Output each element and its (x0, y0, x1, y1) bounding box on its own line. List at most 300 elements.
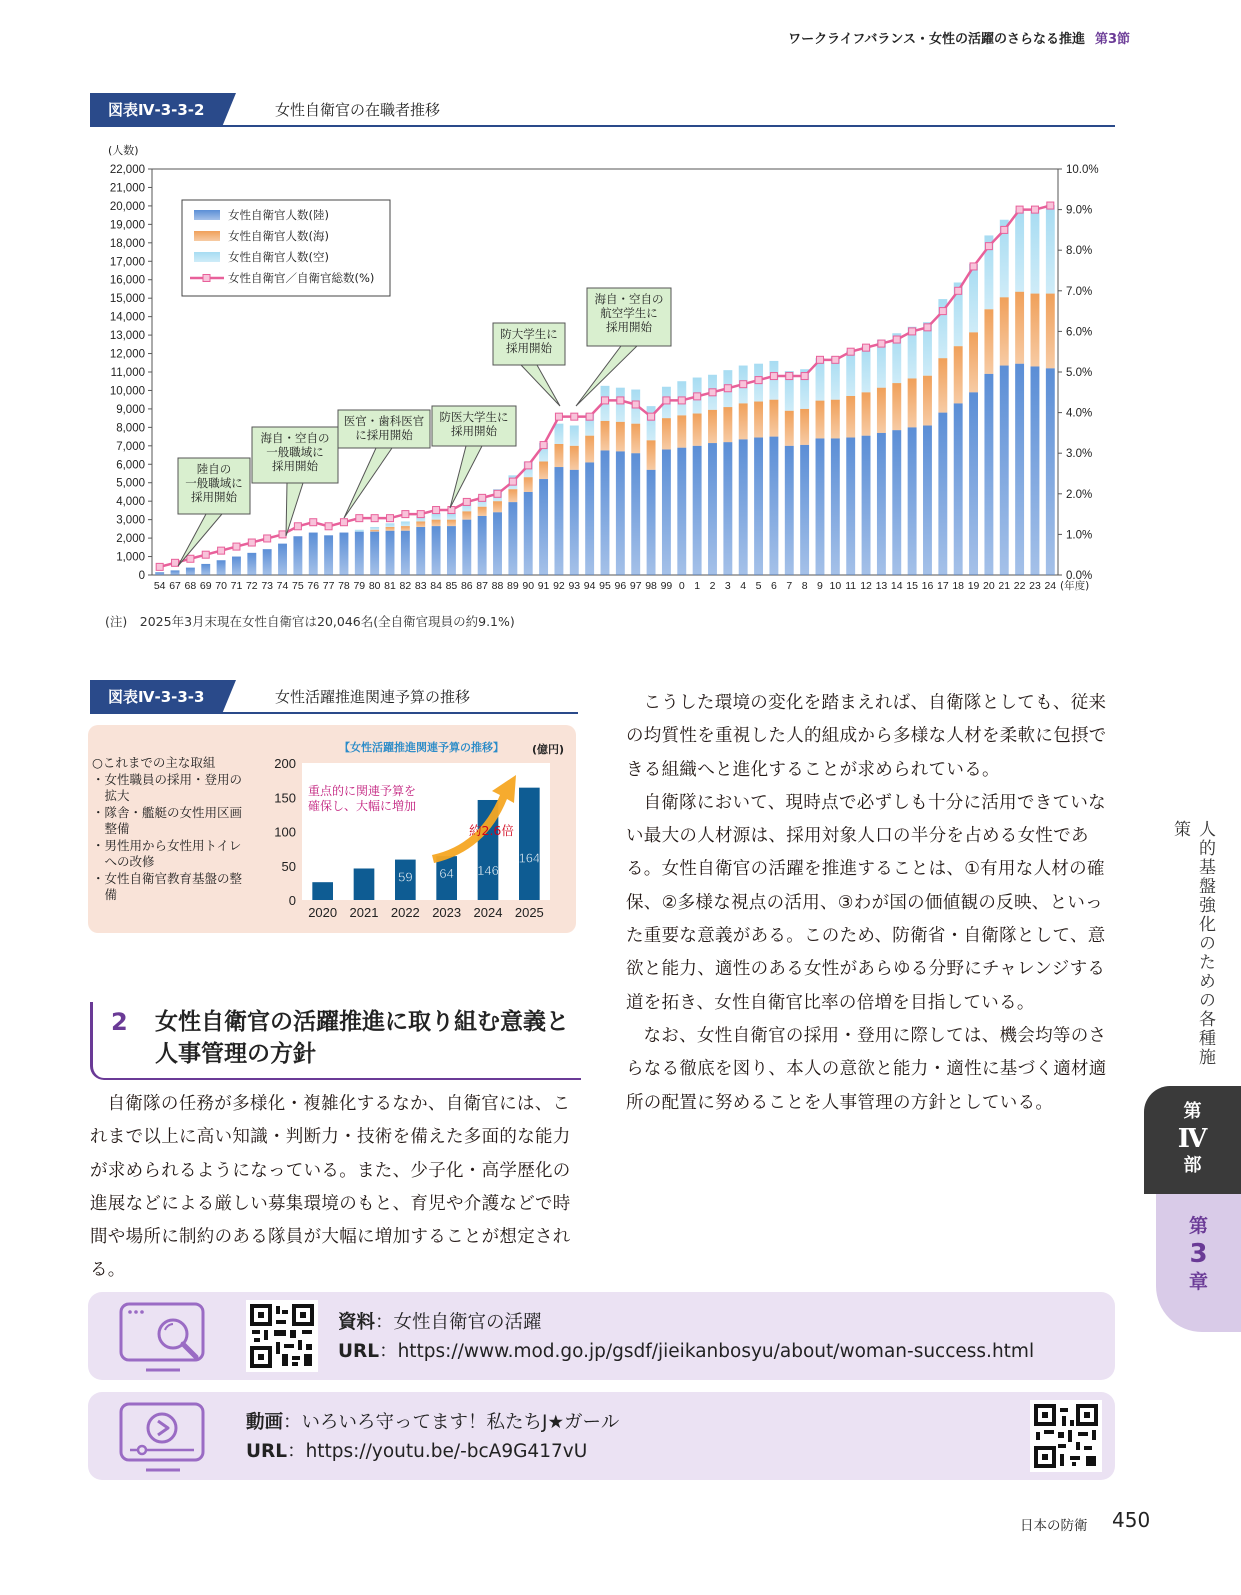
budget-bar (312, 882, 333, 900)
ratio-marker (417, 511, 424, 518)
bar-segment (969, 392, 978, 575)
bar-segment (462, 511, 471, 519)
ratio-marker (340, 519, 347, 526)
ratio-marker (924, 324, 931, 331)
bar-segment (401, 531, 410, 575)
callout-text: 防大学生に採用開始 (500, 327, 558, 355)
running-header-section: 第3節 (1094, 32, 1130, 47)
bar-segment (631, 424, 640, 454)
x-tick-label: 20 (983, 580, 995, 592)
bar-segment (370, 532, 379, 575)
x-tick-label: 12 (860, 580, 872, 592)
y-tick-label: 13,000 (109, 330, 145, 343)
bar-segment (677, 448, 686, 575)
left-body (90, 1088, 580, 1288)
bar-segment (493, 501, 502, 512)
figure2-tag: 図表Ⅳ-3-3-3 (90, 680, 222, 714)
budget-panel (88, 725, 576, 933)
y-tick-label: 8,000 (116, 422, 145, 435)
y-tick-label: 6,000 (116, 459, 145, 472)
ratio-marker (755, 377, 762, 384)
x-tick-label: 97 (629, 580, 642, 592)
ratio-marker (294, 523, 301, 530)
x-tick-label: 9 (817, 580, 823, 592)
bar-segment (984, 374, 993, 575)
x-tick-label: 77 (322, 580, 335, 592)
x-tick-label: 0 (678, 580, 685, 592)
resource-url-link[interactable]: ：https://www.mod.go.jp/gsdf/jieikanbosyu/about/woman-success.html (379, 1341, 1035, 1362)
data-label: 59 (398, 869, 413, 885)
bar-segment (1046, 368, 1055, 575)
bar-segment (769, 361, 778, 400)
ratio-marker (955, 287, 962, 294)
ratio-marker (770, 373, 777, 380)
x-tick-label: 72 (245, 580, 258, 592)
part-number: Ⅳ (1177, 1124, 1208, 1154)
ratio-marker (816, 356, 823, 363)
x-tick-label: 8 (801, 580, 808, 592)
bar-segment (754, 438, 763, 575)
x-axis-unit: (年度) (1060, 580, 1090, 592)
multiplier-label: 約2.6倍 (469, 823, 514, 838)
bar-segment (524, 492, 533, 575)
bar-segment (401, 521, 410, 526)
bar-segment (693, 446, 702, 575)
figure2-title: 女性活躍推進関連予算の推移 (275, 688, 471, 706)
bar-segment (432, 520, 441, 526)
y-tick-label: 12,000 (109, 348, 145, 361)
y-tick-label: 100 (274, 824, 296, 840)
x-tick-label: 23 (1029, 580, 1041, 592)
ratio-marker (801, 373, 808, 380)
ratio-marker (233, 543, 240, 550)
x-tick-label: 69 (199, 580, 212, 592)
video-label: 動画 (246, 1412, 284, 1433)
ratio-marker (893, 336, 900, 343)
x-tick-label: 2023 (432, 905, 462, 920)
staffing-chart (90, 138, 1130, 603)
resource-box-video (88, 1392, 1115, 1480)
ratio-marker (202, 551, 209, 558)
bar-segment (892, 383, 901, 430)
bar-segment (508, 489, 517, 502)
right-paragraph-2: 自衛隊において、現時点で必ずしも十分に活用できていない最大の人材源は、採用対象人口の半分を占める女性である。女性自衛官の活躍を推進することは、①有用な人材の確保、②多様な視点の活用、③わが国の価値観の反映、といった重要な意義がある。このため、防衛省・自衛隊として、意欲と能力、適性のある女性があらゆる分野にチャレンジする道を拓き、女性自衛官比率の倍増を目指している。 (626, 792, 1106, 1013)
y-tick-label: 16,000 (109, 274, 145, 287)
bar-segment (816, 438, 825, 575)
bar-segment (355, 532, 364, 575)
y-axis-unit: (億円) (532, 743, 565, 756)
y-tick-label: 0 (138, 570, 145, 582)
ratio-marker (648, 413, 655, 420)
bar-segment (954, 403, 963, 575)
y-tick-label: 7,000 (116, 440, 145, 453)
ratio-marker (632, 401, 639, 408)
figure2-header (90, 680, 578, 714)
bar-segment (938, 358, 947, 412)
ratio-marker (694, 393, 701, 400)
y-tick-label: 50 (281, 858, 296, 874)
chapter-tab[interactable] (1156, 1194, 1241, 1332)
bar-segment (831, 400, 840, 439)
section2-heading (90, 1002, 581, 1080)
bar-segment (539, 479, 548, 575)
x-tick-label: 17 (936, 580, 949, 592)
y2-tick-label: 2.0% (1066, 488, 1093, 501)
bar-segment (247, 553, 256, 575)
bar-segment (877, 433, 886, 575)
bar-segment (754, 402, 763, 438)
y-tick-label: 0 (288, 893, 296, 908)
bar-segment (647, 440, 656, 470)
right-paragraph-1: こうした環境の変化を踏まえれば、自衛隊としても、従来の均質性を重視した人的組成から多様な人材を柔軟に包摂できる組織へと進化することが求められている。 (626, 693, 1107, 780)
video-monitor-icon (118, 1400, 210, 1474)
bar-segment (1031, 294, 1040, 367)
ratio-marker (863, 344, 870, 351)
x-tick-label: 76 (307, 580, 320, 592)
ratio-marker (310, 519, 317, 526)
ratio-marker (678, 397, 685, 404)
x-tick-label: 81 (384, 580, 396, 592)
ratio-marker (172, 559, 179, 566)
bar-segment (677, 415, 686, 447)
y-tick-label: 18,000 (109, 237, 145, 250)
x-tick-label: 79 (353, 580, 366, 592)
bar-segment (984, 309, 993, 374)
x-tick-label: 2 (709, 580, 716, 592)
search-monitor-icon (118, 1300, 210, 1374)
x-tick-label: 91 (537, 580, 550, 592)
bar-segment (416, 521, 425, 527)
x-tick-label: 88 (491, 580, 504, 592)
ratio-marker (218, 547, 225, 554)
x-tick-label: 7 (786, 580, 793, 592)
bar-segment (570, 470, 579, 575)
bar-segment (769, 400, 778, 437)
chart-title: 【女性活躍推進関連予算の推移】 (339, 741, 504, 754)
y2-tick-label: 3.0% (1066, 448, 1093, 461)
x-tick-label: 4 (740, 580, 747, 592)
bar-segment (447, 513, 456, 519)
x-tick-label: 18 (952, 580, 965, 592)
x-tick-label: 3 (724, 580, 731, 592)
x-tick-label: 10 (829, 580, 842, 592)
bar-segment (171, 570, 180, 575)
video-title: ：いろいろ守ってます！私たちJ★ガール (283, 1412, 620, 1433)
figure1-note: (注) 2025年3月末現在女性自衛官は20,046名(全自衛官現員の約9.1%) (105, 614, 515, 629)
y-tick-label: 21,000 (109, 182, 145, 195)
ratio-marker (387, 515, 394, 522)
bar-segment (1031, 366, 1040, 575)
x-tick-label: 94 (583, 580, 596, 592)
ratio-marker (909, 328, 916, 335)
left-paragraph: 自衛隊の任務が多様化・複雑化するなか、自衛官には、これまで以上に高い知識・判断力・技術を備えた多面的な能力が求められるようになっている。また、少子化・高学歴化の進展などによる厳しい募集環境のもと、育児や介護などで時間や場所に制約のある隊員が大幅に増加することが想定される。 (90, 1094, 571, 1281)
ratio-marker (939, 308, 946, 315)
y-tick-label: 15,000 (109, 293, 145, 306)
budget-bar (519, 788, 540, 900)
bar-segment (601, 421, 610, 451)
x-tick-label: 16 (921, 580, 934, 592)
annotation-text: 重点的に関連予算を確保し、大幅に増加 (308, 784, 417, 813)
bar-segment (723, 442, 732, 575)
bar-segment (708, 410, 717, 443)
bar-segment (324, 535, 333, 575)
callout-text: 海自・空自の航空学生に採用開始 (594, 292, 664, 334)
ratio-marker (279, 531, 286, 538)
bar-segment (401, 526, 410, 531)
ratio-marker (663, 397, 670, 404)
resource-label: 資料 (338, 1312, 376, 1333)
legend-label: 女性自衛官人数(陸) (228, 208, 329, 222)
x-tick-label: 73 (261, 580, 274, 592)
figure1-rule (90, 125, 1115, 127)
bar-segment (217, 560, 226, 575)
legend-swatch (194, 252, 220, 262)
legend-swatch (194, 210, 220, 220)
bar-segment (800, 445, 809, 575)
y2-tick-label: 0.0% (1066, 570, 1093, 582)
bar-segment (508, 502, 517, 575)
ratio-marker (602, 397, 609, 404)
x-tick-label: 74 (276, 580, 289, 592)
y-tick-label: 22,000 (109, 164, 145, 176)
x-tick-label: 98 (645, 580, 657, 592)
ratio-marker (786, 373, 793, 380)
bar-segment (908, 427, 917, 575)
bar-segment (723, 407, 732, 442)
bar-segment (386, 527, 395, 531)
initiatives-title: ○これまでの主な取組 (92, 755, 216, 770)
x-tick-label: 78 (338, 580, 350, 592)
bar-segment (1000, 297, 1009, 365)
y-tick-label: 200 (274, 756, 296, 771)
bar-segment (846, 351, 855, 396)
figure1-title: 女性自衛官の在職者推移 (275, 101, 441, 119)
ratio-marker (371, 515, 378, 522)
callout-text: 医官・歯科医官に採用開始 (343, 414, 425, 442)
x-tick-label: 95 (599, 580, 611, 592)
ratio-marker (156, 563, 163, 570)
x-tick-label: 2020 (308, 905, 338, 920)
resource-title: ：女性自衛官の活躍 (375, 1312, 542, 1333)
data-label: 64 (439, 866, 454, 882)
bar-segment (554, 424, 563, 444)
x-tick-label: 54 (153, 580, 166, 592)
qr-code-icon (246, 1300, 318, 1372)
bar-segment (186, 568, 195, 575)
bar-segment (769, 437, 778, 575)
y-tick-label: 17,000 (109, 256, 145, 269)
bar-segment (785, 411, 794, 446)
callout-text: 陸自の一般職域に採用開始 (185, 462, 243, 504)
bar-segment (478, 507, 487, 516)
x-tick-label: 68 (184, 580, 197, 592)
y-tick-label: 150 (274, 790, 296, 806)
y-tick-label: 3,000 (116, 514, 145, 527)
x-tick-label: 22 (1013, 580, 1026, 592)
y-tick-label: 20,000 (109, 200, 145, 213)
bar-segment (524, 477, 533, 492)
legend-label: 女性自衛官人数(海) (228, 229, 329, 243)
bar-segment (1031, 209, 1040, 294)
ratio-marker (709, 389, 716, 396)
part-suffix: 部 (1183, 1155, 1202, 1176)
x-tick-label: 89 (507, 580, 519, 592)
bar-segment (447, 520, 456, 526)
bar-segment (416, 527, 425, 575)
ratio-marker (724, 385, 731, 392)
bar-segment (846, 438, 855, 575)
bar-segment (969, 264, 978, 332)
x-tick-label: 99 (660, 580, 673, 592)
y2-tick-label: 8.0% (1066, 245, 1093, 258)
bar-segment (816, 401, 825, 439)
qr-code-video[interactable] (1030, 1400, 1102, 1472)
ratio-marker (571, 413, 578, 420)
y-tick-label: 5,000 (116, 477, 145, 490)
part-tab[interactable] (1144, 1086, 1241, 1194)
x-tick-label: 84 (430, 580, 442, 592)
y2-tick-label: 10.0% (1066, 164, 1099, 176)
x-tick-label: 15 (906, 580, 918, 592)
ratio-marker (402, 511, 409, 518)
x-tick-label: 82 (399, 580, 412, 592)
running-header-title: ワークライフバランス・女性の活躍のさらなる推進 (788, 32, 1085, 47)
x-tick-label: 90 (522, 580, 535, 592)
bar-segment (1015, 292, 1024, 364)
bar-segment (969, 332, 978, 392)
x-tick-label: 92 (553, 580, 565, 592)
x-tick-label: 70 (215, 580, 227, 592)
x-tick-label: 24 (1044, 580, 1057, 592)
bar-segment (631, 453, 640, 575)
bar-segment (585, 462, 594, 575)
bar-segment (370, 527, 379, 530)
ratio-marker (525, 462, 532, 469)
bar-segment (1000, 366, 1009, 575)
bar-segment (846, 396, 855, 438)
bar-segment (355, 530, 364, 532)
chapter-number: 3 (1189, 1239, 1208, 1269)
y-tick-label: 10,000 (109, 385, 145, 398)
running-header (630, 28, 1130, 47)
ratio-marker (540, 442, 547, 449)
footer-book-title: 日本の防衛 (1020, 1518, 1088, 1534)
legend-label: 女性自衛官人数(空) (228, 250, 329, 264)
bar-segment (800, 409, 809, 445)
ratio-marker (847, 348, 854, 355)
ratio-marker (509, 478, 516, 485)
ratio-marker (1016, 206, 1023, 213)
ratio-marker (586, 413, 593, 420)
ratio-marker (325, 523, 332, 530)
x-tick-label: 2021 (349, 905, 379, 920)
qr-code-document[interactable] (246, 1300, 318, 1372)
ratio-marker (264, 535, 271, 542)
x-tick-label: 11 (845, 580, 857, 592)
x-tick-label: 1 (694, 580, 701, 592)
budget-initiatives (92, 755, 272, 904)
ratio-marker (448, 507, 455, 514)
bar-segment (647, 470, 656, 575)
bar-segment (478, 516, 487, 575)
x-tick-label: 85 (445, 580, 458, 592)
budget-chart (264, 733, 574, 929)
bar-segment (432, 526, 441, 575)
data-label: 164 (518, 850, 541, 866)
x-tick-label: 21 (998, 580, 1011, 592)
bar-segment (370, 530, 379, 532)
bar-segment (1046, 294, 1055, 369)
bar-segment (554, 444, 563, 467)
ratio-marker (433, 507, 440, 514)
bar-segment (739, 439, 748, 575)
bar-segment (785, 446, 794, 575)
bar-segment (616, 422, 625, 452)
x-tick-label: 13 (875, 580, 888, 592)
bar-segment (862, 392, 871, 435)
y2-tick-label: 1.0% (1066, 529, 1093, 542)
bar-segment (554, 467, 563, 575)
section2-number: 2 (111, 1008, 128, 1036)
bar-segment (462, 520, 471, 575)
page-number: 450 (1112, 1508, 1151, 1532)
bar-segment (862, 436, 871, 575)
y-tick-label: 2,000 (116, 533, 145, 546)
y2-tick-label: 4.0% (1066, 407, 1093, 420)
video-url-link[interactable]: ：https://youtu.be/-bcA9G417vU (287, 1441, 588, 1462)
x-tick-label: 67 (169, 580, 181, 592)
legend-swatch (194, 231, 220, 241)
url-label: URL (246, 1441, 288, 1462)
ratio-marker (617, 397, 624, 404)
x-tick-label: 83 (414, 580, 427, 592)
figure2-rule (90, 712, 578, 714)
bar-segment (293, 536, 302, 575)
x-tick-label: 5 (755, 580, 762, 592)
bar-segment (232, 557, 241, 575)
right-body (626, 687, 1116, 1120)
bar-segment (662, 450, 671, 575)
bar-segment (908, 378, 917, 427)
x-tick-label: 19 (967, 580, 980, 592)
resource-document-text (338, 1308, 1034, 1366)
x-tick-label: 86 (460, 580, 473, 592)
bar-segment (339, 533, 348, 575)
side-chapter-title: 人的基盤強化のための各種施策 (1170, 820, 1215, 1067)
budget-bar (354, 868, 375, 900)
legend-marker (203, 275, 210, 282)
ratio-marker (187, 555, 194, 562)
ratio-marker (740, 381, 747, 388)
right-paragraph-3: なお、女性自衛官の採用・登用に際しては、機会均等のさらなる徹底を図り、本人の意欲と能力・適性に基づく適材適所の配置に努めることを人事管理の方針としている。 (626, 1025, 1107, 1113)
x-tick-label: 71 (230, 580, 243, 592)
resource-video-text (246, 1408, 619, 1466)
bar-segment (585, 436, 594, 463)
bar-segment (493, 512, 502, 575)
y2-tick-label: 7.0% (1066, 285, 1093, 298)
bar-segment (923, 376, 932, 426)
callout-text: 海自・空自の一般職域に採用開始 (260, 431, 330, 473)
qr-code-icon (1030, 1400, 1102, 1472)
figure1-tag: 図表Ⅳ-3-3-2 (90, 93, 222, 127)
ratio-marker (555, 413, 562, 420)
bar-segment (739, 403, 748, 439)
bar-segment (831, 438, 840, 575)
bar-segment (892, 430, 901, 575)
legend (182, 200, 390, 296)
ratio-marker (1031, 206, 1038, 213)
bar-segment (447, 526, 456, 575)
